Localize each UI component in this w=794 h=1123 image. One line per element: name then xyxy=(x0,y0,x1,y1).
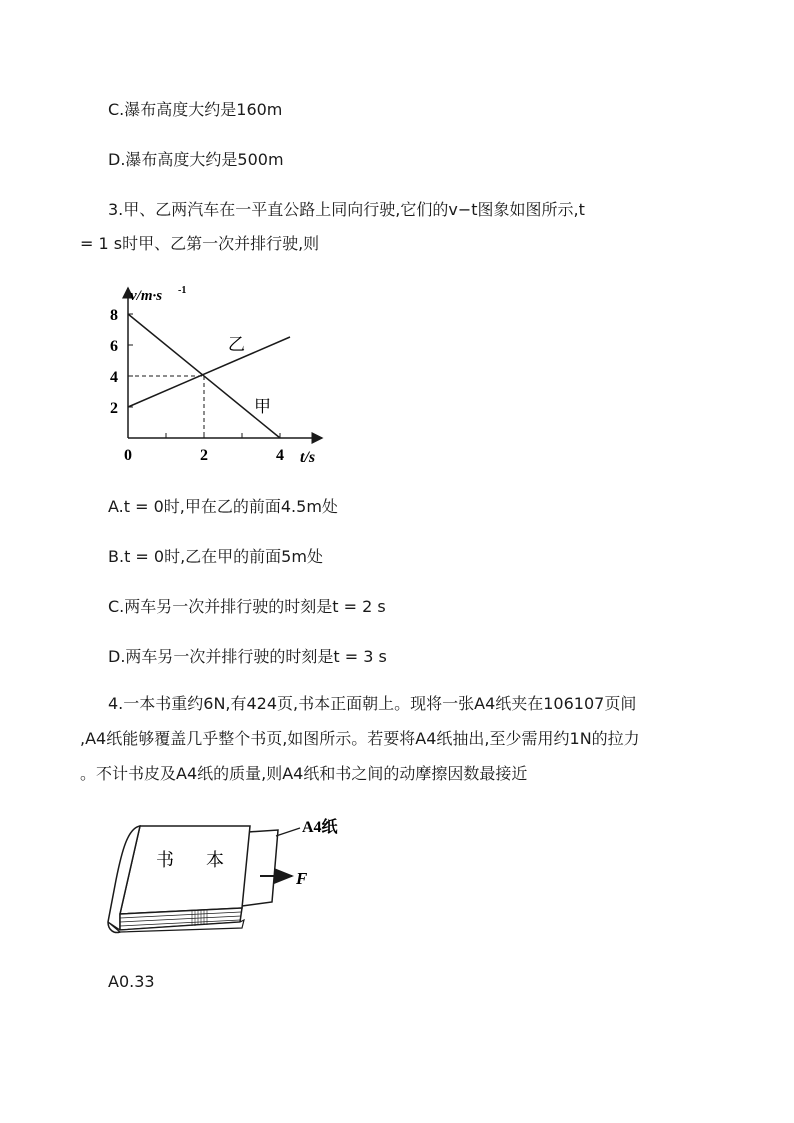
q4-option-a: A0.33 xyxy=(108,972,155,991)
y-axis-exp: -1 xyxy=(178,285,187,296)
q3-stem-line1: 3.甲、乙两汽车在一平直公路上同向行驶,它们的v−t图象如图所示,t xyxy=(108,200,585,219)
label-yi: 乙 xyxy=(228,335,245,354)
book-title-char-1: 书 xyxy=(156,850,174,870)
a4-label: A4纸 xyxy=(302,819,338,836)
vt-graph xyxy=(100,280,340,470)
q3-option-c: C.两车另一次并排行驶的时刻是t = 2 s xyxy=(108,597,386,616)
q4-stem-line3: 。不计书皮及A4纸的质量,则A4纸和书之间的动摩擦因数最接近 xyxy=(80,764,528,783)
x-tick-0: 0 xyxy=(124,447,132,464)
book-title-char-2: 本 xyxy=(206,850,224,870)
y-tick-4: 4 xyxy=(110,369,118,386)
q3-option-a: A.t = 0时,甲在乙的前面4.5m处 xyxy=(108,497,338,516)
q4-stem-line1: 4.一本书重约6N,有424页,书本正面朝上。现将一张A4纸夹在106107页间 xyxy=(108,694,637,713)
q3-stem-line2: = 1 s时甲、乙第一次并排行驶,则 xyxy=(80,234,320,253)
label-jia: 甲 xyxy=(254,397,271,416)
y-tick-2: 2 xyxy=(110,400,118,417)
q3-option-b: B.t = 0时,乙在甲的前面5m处 xyxy=(108,547,323,566)
x-tick-2: 2 xyxy=(200,447,208,464)
y-axis-label: v/m·s xyxy=(130,288,163,304)
option-c-q2: C.瀑布高度大约是160m xyxy=(108,100,283,119)
y-tick-6: 6 xyxy=(110,338,118,355)
x-tick-4: 4 xyxy=(276,447,284,464)
y-tick-8: 8 xyxy=(110,307,118,324)
q4-stem-line2: ,A4纸能够覆盖几乎整个书页,如图所示。若要将A4纸抽出,至少需用约1N的拉力 xyxy=(80,729,640,748)
option-d-q2: D.瀑布高度大约是500m xyxy=(108,150,284,169)
q3-option-d: D.两车另一次并排行驶的时刻是t = 3 s xyxy=(108,647,387,666)
book-figure xyxy=(100,810,370,950)
book-cover xyxy=(120,826,250,914)
x-axis-label: t/s xyxy=(300,449,316,466)
a4-leader-line xyxy=(276,828,300,836)
force-label: F xyxy=(296,869,308,888)
